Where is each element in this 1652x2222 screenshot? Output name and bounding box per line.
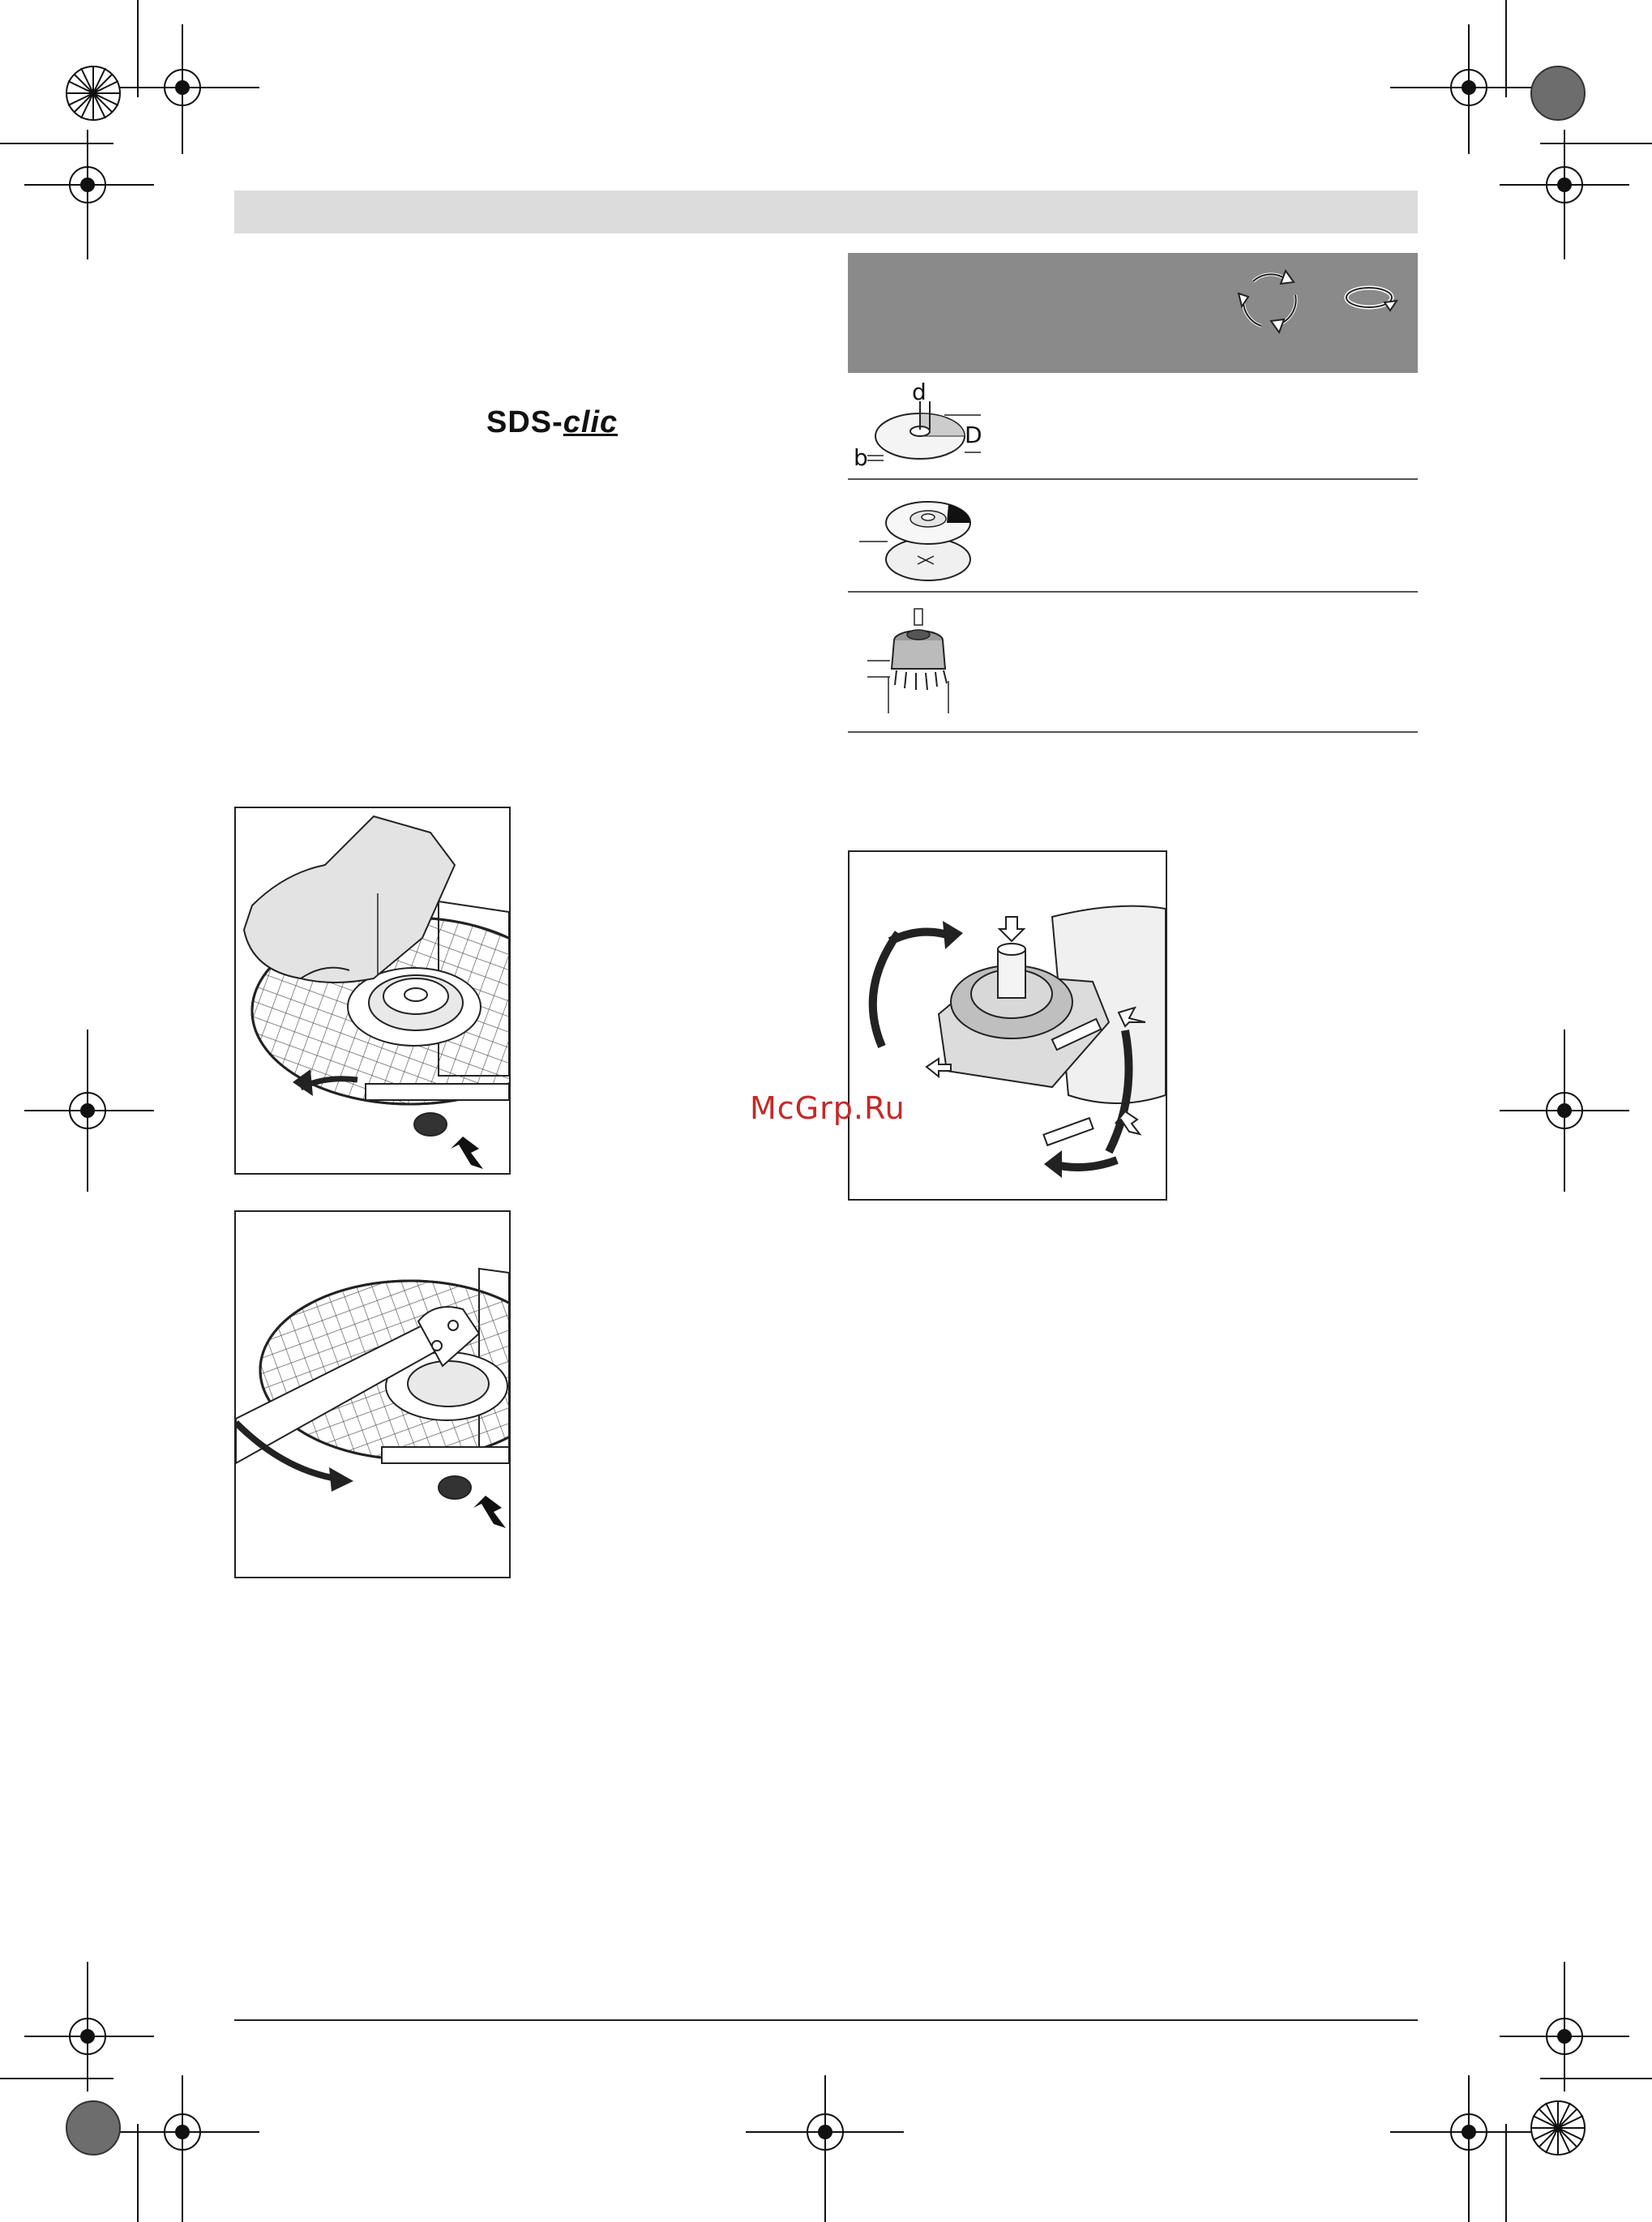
table-row-divider	[848, 591, 1418, 593]
figure-two-pin-spanner	[234, 1210, 511, 1578]
dimension-label-d: d	[912, 379, 927, 405]
footer-rule	[234, 2019, 1418, 2021]
header-bar	[234, 191, 1418, 233]
figure-rotate-gear-head	[848, 850, 1167, 1201]
figure-clamping-nut-hand	[234, 807, 511, 1175]
watermark: McGrp.Ru	[750, 1090, 905, 1126]
logo-suffix: clic	[563, 405, 618, 439]
figure-3-drawing	[850, 852, 1166, 1199]
table-row-divider	[848, 478, 1418, 480]
table-row-divider	[848, 731, 1418, 733]
figure-1-drawing	[236, 808, 509, 1173]
figure-2-drawing	[236, 1212, 509, 1577]
recycle-icon	[1229, 261, 1310, 334]
sds-clic-logo	[486, 405, 618, 440]
dimension-label-D: D	[965, 422, 982, 448]
dimension-label-b: b	[854, 444, 868, 471]
logo-prefix: SDS-	[486, 405, 563, 439]
cup-brush-icon	[859, 604, 973, 717]
grinding-disc-icon	[851, 486, 997, 584]
rotation-direction-icon	[1340, 273, 1405, 322]
table-header	[848, 253, 1418, 373]
